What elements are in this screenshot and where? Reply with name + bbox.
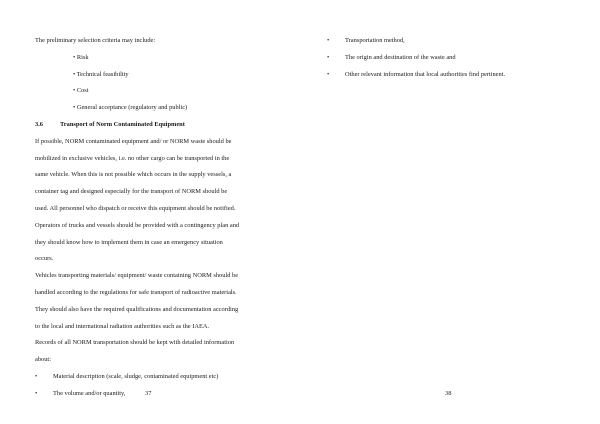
criteria-item: • General acceptance (regulatory and public) [73, 104, 188, 112]
text-line: Operators of trucks and vessels should be provided with a contingency plan and [35, 221, 240, 229]
section-number: 3.6 [35, 120, 43, 128]
bullet-icon: • [327, 37, 330, 44]
right-page [300, 0, 600, 424]
criteria-intro: The preliminary selection criteria may include: [35, 37, 156, 44]
text-line: used. All personnel who dispatch or receive this equipment should be notified. [35, 204, 236, 212]
text-line: to the local and international radiation authorities such as the IAEA. [35, 322, 210, 330]
paragraph-contingency [35, 218, 263, 268]
paragraph-transport-vehicles [35, 134, 263, 218]
section-heading [35, 117, 263, 134]
list-item [327, 50, 567, 67]
text-line: they should know how to implement them in case an emergency situation [35, 238, 223, 246]
section-title: Transport of Norm Contaminated Equipment [60, 120, 185, 128]
bullet-icon: • [327, 70, 330, 78]
list-item-text: Transportation method, [345, 37, 405, 44]
text-line: handled according to the regulations for safe transport of radioactive materials. [35, 288, 237, 296]
text-line: Records of all NORM transportation should be kept with detailed information [35, 339, 235, 347]
list-item-text: The volume and/or quantity, [53, 389, 126, 397]
paragraph-regulations [35, 268, 263, 335]
text-line: If possible, NORM contaminated equipment and/ or NORM waste should be [35, 137, 232, 145]
list-item-text: Material description (scale, sludge, contaminated equipment etc) [53, 372, 219, 380]
paragraph-records [35, 335, 263, 369]
page-number: 37 [145, 390, 152, 397]
text-line: about: [35, 356, 51, 364]
list-item [35, 369, 263, 386]
bullet-icon: • [327, 53, 330, 61]
criteria-item: • Risk [73, 53, 89, 61]
page-number: 38 [445, 390, 452, 397]
text-line: Vehicles transporting materials/ equipment/ waste containing NORM should be [35, 272, 239, 280]
criteria-item: • Technical feasibility [73, 70, 129, 78]
right-page-body [327, 33, 567, 83]
list-item [327, 67, 567, 84]
text-line: same vehicle. When this is not possible which occurs in the supply vessels, a [35, 171, 232, 179]
criteria-item: • Cost [73, 87, 89, 95]
list-item-text: Other relevant information that local authorities find pertinent. [345, 70, 506, 78]
text-line: mobilized in exclusive vehicles, i.e. no other cargo can be transported in the [35, 154, 230, 162]
list-item-text: The origin and destination of the waste and [345, 53, 456, 61]
left-page-body [35, 33, 263, 403]
bullet-icon: • [35, 372, 38, 380]
bullet-icon: • [35, 389, 38, 397]
text-line: They should also have the required qualifications and documentation according [35, 305, 239, 313]
text-line: container tag and designed especially for the transport of NORM should be [35, 188, 228, 196]
text-line: occurs. [35, 255, 54, 263]
list-item [327, 33, 567, 50]
